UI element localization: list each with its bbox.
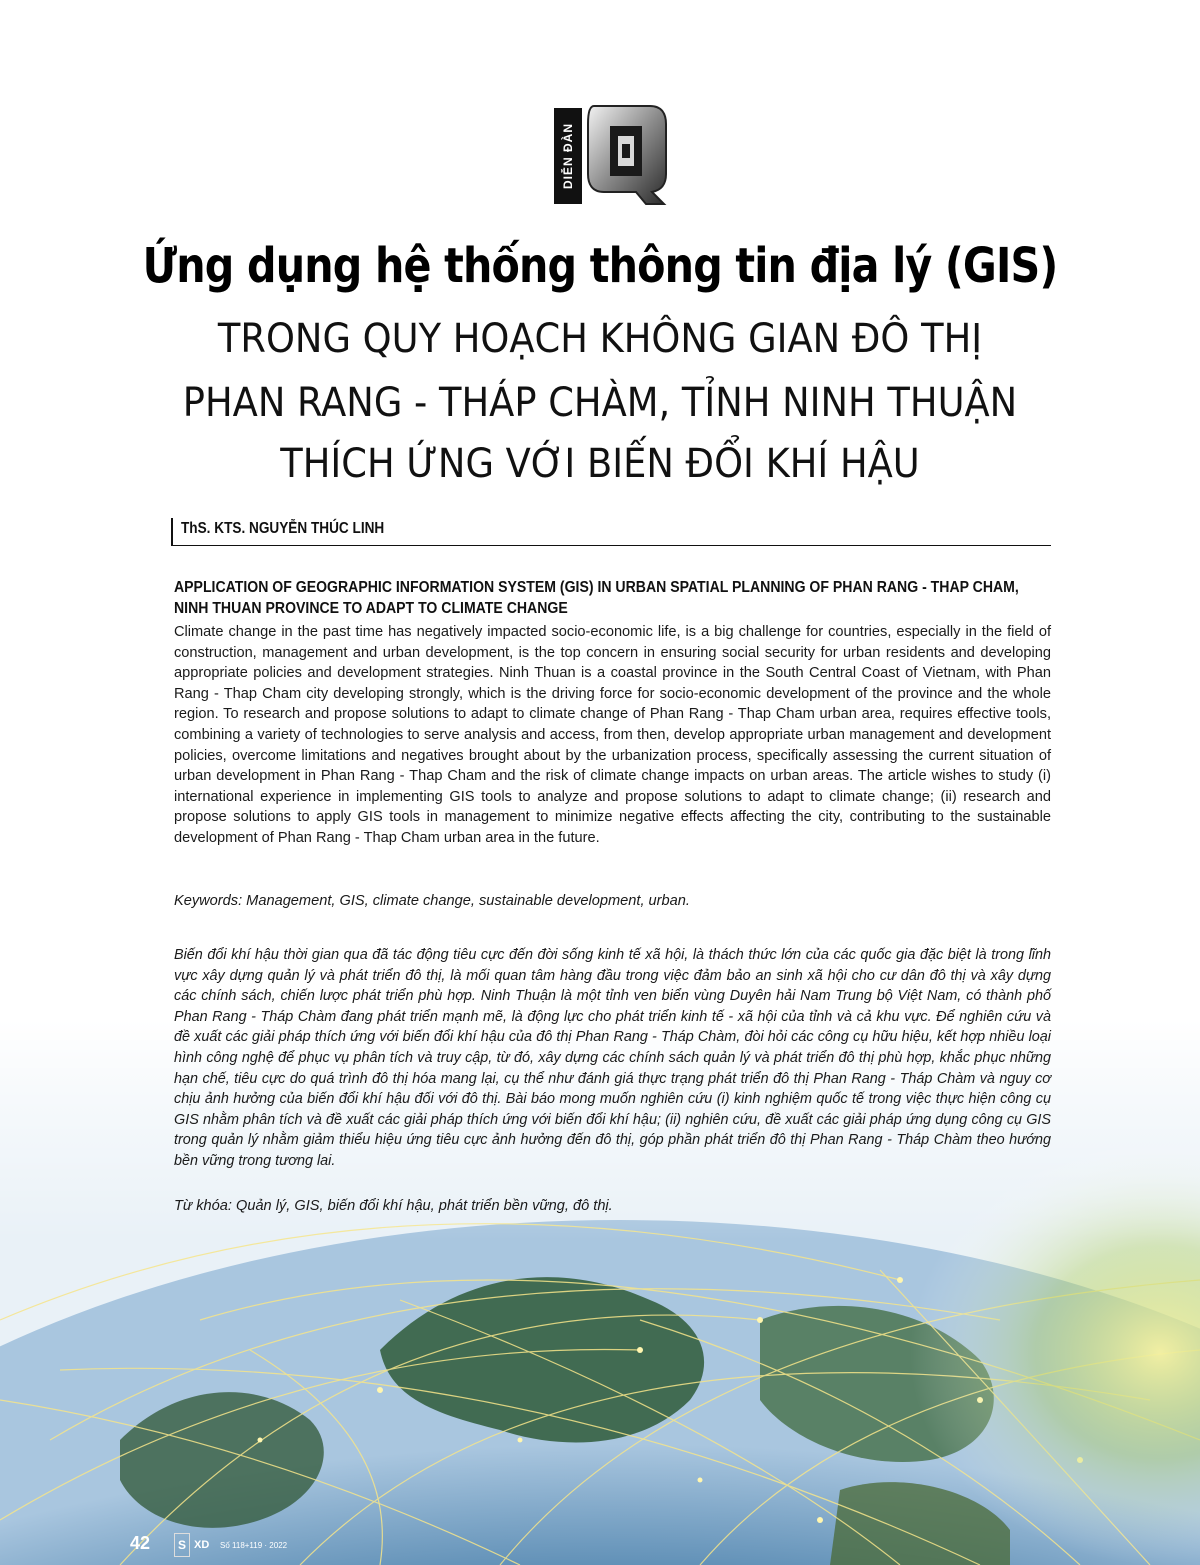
section-tag-label: DIỄN ĐÀN — [561, 123, 575, 190]
english-title — [174, 577, 1054, 619]
magazine-name: XD — [194, 1539, 210, 1551]
english-title-line-2: NINH THUAN PROVINCE TO ADAPT TO CLIMATE CHANGE — [174, 600, 568, 617]
title-line-1: TRONG QUY HOẠCH KHÔNG GIAN ĐÔ THỊ — [217, 316, 983, 362]
vietnamese-abstract: Biến đổi khí hậu thời gian qua đã tác động tiêu cực đến đời sống kinh tế xã hội, là thách thức lớn của các quốc gia đặc biệt là trong lĩnh vực xây dựng quản lý và phát triển đô thị, là mối quan tâm hàng đầu trong việc đảm bảo an sinh xã hội cho cư dân đô thị và xây dựng các chính sách, chiến lược phát triển phù hợp. Ninh Thuận là một tỉnh ven biển vùng Duyên hải Nam Trung bộ Việt Nam, có thành phố Phan Rang - Tháp Chàm đang phát triển mạnh mẽ, là động lực cho phát triển kinh tế - xã hội của tỉnh và cả khu vực. Để nghiên cứu và đề xuất các giải pháp thích ứng với biến đổi khí hậu của đô thị Phan Rang - Tháp Chàm, đòi hỏi các công cụ hữu hiệu, kết hợp nhiều loại hình công nghệ để phục vụ phân tích và truy cập, từ đó, xây dựng các chính sách quản lý và phát triển đô thị phù hợp, khắc phục những hạn chế, tiêu cực do quá trình đô thị hóa mang lại, cụ thể như đánh giá thực trạng phát triển đô thị Phan Rang - Tháp Chàm và nguy cơ chịu ảnh hưởng của biến đổi khí hậu đối với đô thị. Bài báo mong muốn nghiên cứu (i) kinh nghiệm quốc tế trong việc thực hiện công cụ GIS nhằm phân tích và đề xuất các giải pháp thích ứng với biến đổi khí hậu; (ii) nghiên cứu, đề xuất các giải pháp ứng dụng công cụ GIS trong quản lý nhằm giảm thiểu hiệu ứng tiêu cực ảnh hưởng đến đô thị, góp phần phát triển đô thị Phan Rang - Tháp Chàm theo hướng bền vững trong tương lai. — [174, 947, 1051, 1169]
title-line-2: PHAN RANG - THÁP CHÀM, TỈNH NINH THUẬN — [182, 380, 1018, 426]
english-abstract: Climate change in the past time has negatively impacted socio-economic life, is a big challenge for countries, especially in the field of construction, management and urban development, is the top concern in ensuring social security for urban residents and developing appropriate policies and development strategies. Ninh Thuan is a coastal province in the South Central Coast of Vietnam, with Phan Rang - Thap Cham city developing strongly, which is the driving force for socio-economic development of the province and the whole region. To research and propose solutions to adapt to climate change of Phan Rang - Thap Cham urban area, requires effective tools, combining a variety of technologies to serve analysis and access, from then, develop appropriate urban management and development policies, overcome limitations and negatives brought about by the urbanization process, specifically assessing the current situation of urban development in Phan Rang - Thap Cham and the risk of climate change impacts on urban areas. The article wishes to study (i) international experience in implementing GIS tools to analyze and propose solutions to adapt to climate change; (ii) research and propose solutions to apply GIS tools in management to minimize negative effects affecting the city, contributing to the sustainable development of Phan Rang - Thap Cham urban area in the future. — [174, 624, 1051, 846]
author-name: ThS. KTS. NGUYỄN THÚC LINH — [181, 520, 385, 537]
author-bar — [171, 516, 1051, 546]
forum-quotes-icon — [580, 100, 672, 206]
vietnamese-keywords: Từ khóa: Quản lý, GIS, biến đổi khí hậu, phát triển bền vững, đô thị. — [174, 1198, 613, 1214]
title-line-3: THÍCH ỨNG VỚI BIẾN ĐỔI KHÍ HẬU — [280, 441, 920, 487]
title-main: Ứng dụng hệ thống thông tin địa lý (GIS) — [142, 238, 1058, 294]
magazine-logo-icon: S — [174, 1533, 190, 1557]
english-title-line-1: APPLICATION OF GEOGRAPHIC INFORMATION SYSTEM (GIS) IN URBAN SPATIAL PLANNING OF PHAN RANG - THAP CHAM, — [174, 579, 1019, 596]
page-number: 42 — [130, 1533, 151, 1553]
author-vertical-rule — [171, 518, 173, 546]
english-keywords: Keywords: Management, GIS, climate change, sustainable development, urban. — [174, 893, 690, 909]
author-horizontal-rule — [171, 545, 1051, 546]
issue-label: Số 118+119 · 2022 — [220, 1541, 288, 1550]
section-logo — [554, 100, 674, 206]
